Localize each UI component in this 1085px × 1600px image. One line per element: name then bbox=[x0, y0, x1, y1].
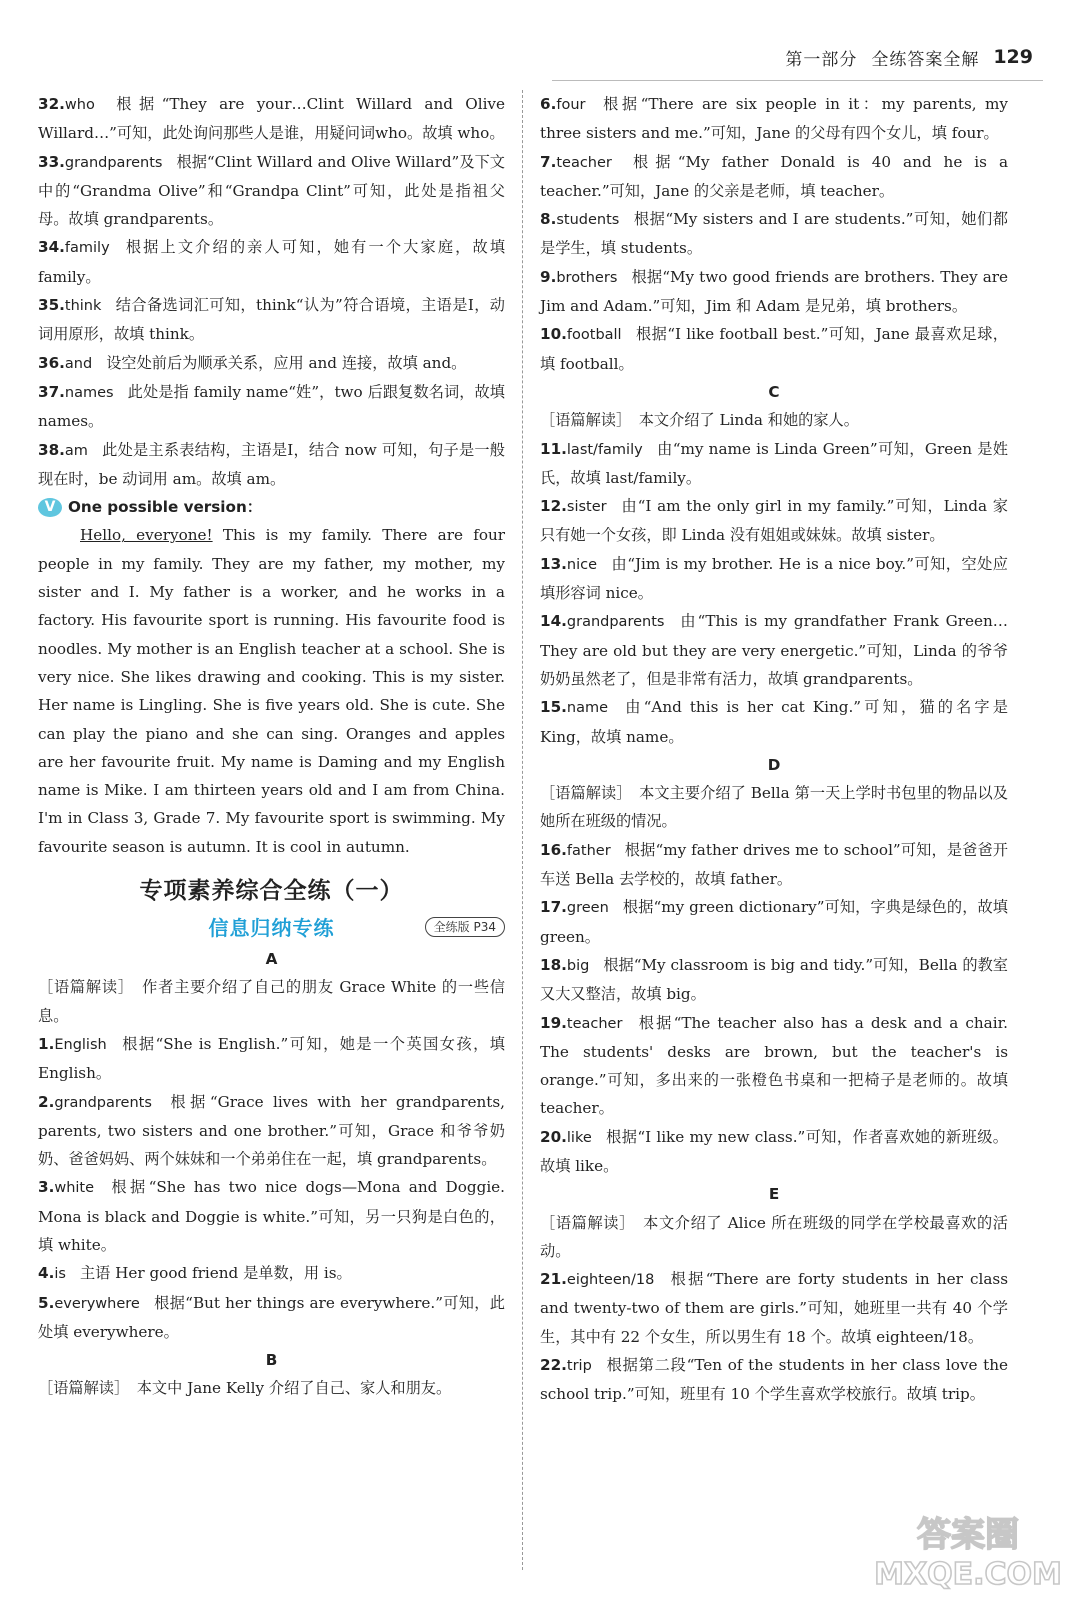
answer-word: football bbox=[566, 327, 622, 344]
answer-explanation: 由“I am the only girl in my family.”可知，Linda 家只有她一个女孩，即 Linda 没有姐姐或妹妹。故填 sister。 bbox=[540, 497, 1008, 545]
page-header bbox=[785, 40, 1033, 74]
model-essay-label-text: One possible version： bbox=[68, 498, 262, 517]
answer-word: last/family bbox=[566, 441, 643, 458]
page-reference-badge: 全练版 P34 bbox=[425, 917, 505, 937]
section-letter-e: E bbox=[768, 1185, 780, 1204]
answer-item bbox=[38, 436, 505, 494]
answer-item bbox=[38, 1173, 505, 1259]
answer-list-a bbox=[38, 1030, 505, 1346]
page-number: 129 bbox=[993, 46, 1033, 68]
answer-number: 14. bbox=[540, 612, 567, 631]
answer-number: 5. bbox=[38, 1293, 55, 1312]
answer-word: eighteen/18 bbox=[566, 1272, 655, 1289]
answer-word: white bbox=[54, 1180, 95, 1197]
answer-number: 35. bbox=[38, 296, 65, 315]
site-watermark bbox=[873, 1504, 1063, 1592]
answer-item bbox=[540, 550, 1008, 608]
answer-list-b bbox=[540, 90, 1008, 378]
answer-number: 19. bbox=[540, 1013, 567, 1032]
answer-item bbox=[38, 378, 505, 436]
answer-item bbox=[540, 492, 1008, 550]
answer-number: 33. bbox=[38, 152, 65, 171]
passage-intro-e: ［语篇解读］ 本文介绍了 Alice 所在班级的同学在学校最喜欢的活动。 bbox=[540, 1213, 1008, 1260]
answer-word: is bbox=[54, 1266, 66, 1283]
answer-item bbox=[540, 693, 1008, 751]
answer-word: four bbox=[556, 97, 586, 113]
answer-word: father bbox=[566, 842, 611, 859]
passage-intro-a: ［语篇解读］ 作者主要介绍了自己的朋友 Grace White 的一些信息。 bbox=[38, 978, 505, 1025]
answer-explanation: 根据“The teacher also has a desk and a chair. The students' desks are brown, but the teacher's is orange.”可知，多出来的一张橙色书桌和一把椅子是老师的。故填 teacher。 bbox=[540, 1013, 1008, 1118]
answer-item bbox=[540, 1351, 1008, 1409]
answer-explanation: 主语 Her good friend 是单数，用 is。 bbox=[79, 1264, 352, 1283]
answer-explanation: 根据“My sisters and I are students.”可知，她们都是学生，填 students。 bbox=[540, 210, 1008, 258]
answer-item bbox=[38, 148, 505, 234]
answer-word: who bbox=[64, 97, 95, 113]
answer-explanation: 根据“my green dictionary”可知，字典是绿色的，故填 green。 bbox=[540, 898, 1008, 946]
passage-intro-b: ［语篇解读］ 本文中 Jane Kelly 介绍了自己、家人和朋友。 bbox=[38, 1379, 452, 1398]
answer-item bbox=[540, 205, 1008, 263]
answer-item bbox=[38, 233, 505, 291]
answer-item bbox=[540, 951, 1008, 1009]
answer-item bbox=[540, 435, 1008, 493]
answer-explanation: 由“Jim is my brother. He is a nice boy.”可知，空处应填形容词 nice。 bbox=[540, 554, 1008, 603]
answer-number: 6. bbox=[540, 95, 557, 113]
version-v-icon: V bbox=[38, 498, 62, 517]
answer-number: 2. bbox=[38, 1092, 55, 1111]
column-divider bbox=[522, 90, 523, 1570]
special-section-title: 专项素养综合全练（一） bbox=[139, 878, 404, 905]
answer-explanation: 此处是指 family name“姓”，two 后跟复数名词，故填 names。 bbox=[38, 382, 505, 431]
answer-word: like bbox=[566, 1129, 592, 1146]
answer-number: 3. bbox=[38, 1178, 55, 1197]
answer-number: 37. bbox=[38, 382, 65, 401]
answer-explanation: 根据“my father drives me to school”可知，是爸爸开车送 Bella 去学校的，故填 father。 bbox=[540, 840, 1008, 889]
answer-item bbox=[540, 320, 1008, 378]
answer-item bbox=[540, 1009, 1008, 1123]
answer-number: 18. bbox=[540, 955, 567, 974]
answer-explanation: 根据“My two good friends are brothers. They are Jim and Adam.”可知，Jim 和 Adam 是兄弟，填 brothers。 bbox=[540, 267, 1008, 316]
answer-word: nice bbox=[566, 556, 598, 573]
answer-word: green bbox=[566, 900, 609, 917]
sub-section-header bbox=[38, 911, 505, 945]
answer-word: English bbox=[54, 1036, 107, 1053]
essay-greeting: Hello, everyone! bbox=[80, 526, 213, 545]
answer-explanation: 根据“I like my new class.”可知，作者喜欢她的新班级。故填 like。 bbox=[540, 1127, 1008, 1175]
answer-number: 36. bbox=[38, 353, 65, 372]
answer-word: sister bbox=[566, 499, 607, 516]
answer-word: am bbox=[64, 442, 88, 459]
answer-item bbox=[540, 148, 1008, 206]
model-essay-label bbox=[38, 493, 505, 521]
passage-intro-c: ［语篇解读］ 本文介绍了 Linda 和她的家人。 bbox=[540, 411, 859, 430]
answer-number: 38. bbox=[38, 440, 65, 459]
answer-explanation: 根据“Clint Willard and Olive Willard”及下文中的“Grandma Olive”和“Grandpa Clint”可知，此处是指祖父母。故填 grandparents。 bbox=[38, 152, 505, 229]
answer-item bbox=[540, 1123, 1008, 1181]
answer-number: 34. bbox=[38, 238, 65, 257]
answer-word: brothers bbox=[556, 269, 618, 286]
answer-item bbox=[38, 291, 505, 349]
answer-explanation: 根据“She has two nice dogs—Mona and Doggie. Mona is black and Doggie is white.”可知，另一只狗是白色的，填 white。 bbox=[38, 1178, 505, 1254]
answer-explanation: 根据“There are six people in it：my parents, my three sisters and me.”可知，Jane 的父母有四个女儿，填 four。 bbox=[540, 95, 1008, 143]
answer-item bbox=[38, 1030, 505, 1088]
answer-explanation: 根据“They are your…Clint Willard and Olive Willard…”可知，此处询问那些人是谁，用疑问词who。故填 who。 bbox=[38, 95, 505, 143]
answer-explanation: 结合备选词汇可知，think“认为”符合语境，主语是I，动词用原形，故填 think。 bbox=[38, 296, 505, 344]
answer-word: names bbox=[64, 384, 114, 401]
answer-explanation: 根据“But her things are everywhere.”可知，此处填 everywhere。 bbox=[38, 1293, 505, 1341]
answer-word: teacher bbox=[566, 1015, 623, 1032]
answer-item bbox=[38, 1259, 505, 1288]
watermark-mark: 答案圈 bbox=[917, 1515, 1019, 1555]
answer-explanation: 由“my name is Linda Green”可知，Green 是姓氏，故填 last/family。 bbox=[540, 439, 1008, 487]
answer-explanation: 根据上文介绍的亲人可知，她有一个大家庭，故填 family。 bbox=[38, 238, 505, 286]
answer-number: 15. bbox=[540, 698, 567, 717]
answer-word: and bbox=[64, 355, 93, 372]
answer-explanation: 根据“There are forty students in her class and twenty-two of them are girls.”可知，她班里一共有 40 个学生，其中有 22 个女生，所以男生有 18 个。故填 eighteen/18。 bbox=[540, 1270, 1008, 1346]
answer-number: 16. bbox=[540, 840, 567, 859]
answer-word: grandparents bbox=[64, 154, 163, 171]
answer-number: 21. bbox=[540, 1270, 567, 1289]
model-essay bbox=[38, 521, 505, 861]
answer-explanation: 此处是主系表结构，主语是I，结合 now 可知，句子是一般现在时，be 动词用 am。故填 am。 bbox=[38, 440, 505, 488]
section-letter-a: A bbox=[265, 950, 278, 969]
essay-body: This is my family. There are four people in my family. They are my father, my mother, my sister and I. My father is a worker, and he works in a factory. His favourite sport is running. His favourite food is noodles. My mother is an English teacher at a school. She is very nice. She likes drawing and cooking. This is my sister. Her name is Lingling. She is five years old. She is cute. She can play the piano and she can sing. Oranges and apples are her favourite fruit. My name is Daming and my English name is Mike. I am thirteen years old and I am from China. I'm in Class 3, Grade 7. My favourite sport is swimming. My favourite season is autumn. It is cool in autumn. bbox=[38, 526, 506, 856]
answer-explanation: 根据“Grace lives with her grandparents, parents, two sisters and one brother.”可知，Grace 和爷爷奶奶、爸爸妈妈、两个妹妹和一个弟弟住在一起，填 grandparents。 bbox=[38, 1092, 505, 1169]
answer-number: 32. bbox=[38, 95, 65, 113]
answer-list-c bbox=[540, 435, 1008, 751]
left-column bbox=[38, 90, 505, 1403]
answer-number: 9. bbox=[540, 267, 557, 286]
answer-item bbox=[38, 349, 505, 378]
answer-word: think bbox=[64, 298, 102, 315]
answer-number: 17. bbox=[540, 898, 567, 917]
sub-section-title: 信息归纳专练 bbox=[208, 915, 335, 940]
passage-intro-d: ［语篇解读］ 本文主要介绍了 Bella 第一天上学时书包里的物品以及她所在班级的情况。 bbox=[540, 784, 1008, 831]
answer-number: 10. bbox=[540, 325, 567, 344]
answer-explanation: 根据“She is English.”可知，她是一个英国女孩，填 English。 bbox=[38, 1034, 505, 1083]
answer-number: 22. bbox=[540, 1356, 567, 1375]
answer-word: trip bbox=[566, 1358, 592, 1375]
answer-explanation: 根据“My father Donald is 40 and he is a teacher.”可知，Jane 的父亲是老师，填 teacher。 bbox=[540, 152, 1008, 200]
right-column bbox=[540, 90, 1008, 1409]
answer-word: name bbox=[566, 700, 609, 717]
answer-item bbox=[38, 1088, 505, 1174]
answer-number: 4. bbox=[38, 1264, 55, 1283]
answer-explanation: 根据“I like football best.”可知，Jane 最喜欢足球，填 football。 bbox=[540, 325, 1008, 373]
answer-number: 11. bbox=[540, 439, 567, 458]
answer-word: family bbox=[64, 240, 110, 257]
answer-number: 12. bbox=[540, 497, 567, 516]
answer-item bbox=[540, 893, 1008, 951]
answer-explanation: 设空处前后为顺承关系，应用 and 连接，故填 and。 bbox=[106, 353, 467, 372]
answer-number: 20. bbox=[540, 1127, 567, 1146]
section-letter-c: C bbox=[768, 382, 780, 401]
section-letter-b: B bbox=[265, 1351, 278, 1370]
answer-number: 13. bbox=[540, 554, 567, 573]
answer-number: 1. bbox=[38, 1034, 55, 1053]
header-rule bbox=[552, 80, 1043, 81]
section-letter-d: D bbox=[767, 755, 781, 774]
answer-number: 8. bbox=[540, 210, 557, 229]
answer-word: students bbox=[556, 212, 620, 229]
answer-list-32-38 bbox=[38, 90, 505, 493]
answer-explanation: 根据第二段“Ten of the students in her class love the school trip.”可知，班里有 10 个学生喜欢学校旅行。故填 trip。 bbox=[540, 1356, 1008, 1404]
answer-word: everywhere bbox=[54, 1295, 140, 1312]
answer-explanation: 由“This is my grandfather Frank Green…They are old but they are very energetic.”可知，Linda 的爷爷奶奶虽然老了，但是非常有活力，故填 grandparents。 bbox=[540, 612, 1008, 688]
answer-item bbox=[540, 90, 1008, 148]
answer-word: grandparents bbox=[54, 1094, 152, 1111]
answer-item bbox=[540, 607, 1008, 693]
answer-explanation: 根据“My classroom is big and tidy.”可知，Bella 的教室又大又整洁，故填 big。 bbox=[540, 955, 1008, 1004]
answer-item bbox=[540, 1265, 1008, 1351]
answer-word: grandparents bbox=[566, 614, 665, 631]
answer-word: teacher bbox=[556, 154, 612, 171]
answer-item bbox=[540, 836, 1008, 894]
answer-item bbox=[38, 90, 505, 148]
header-section: 第一部分 bbox=[785, 49, 858, 70]
watermark-text: MXQE.COM bbox=[874, 1557, 1062, 1592]
answer-word: big bbox=[566, 957, 590, 974]
answer-list-d bbox=[540, 836, 1008, 1181]
answer-item bbox=[38, 1289, 505, 1347]
answer-explanation: 由“And this is her cat King.”可知，猫的名字是 King，故填 name。 bbox=[540, 698, 1008, 746]
answer-item bbox=[540, 263, 1008, 321]
answer-number: 7. bbox=[540, 152, 557, 171]
header-title: 全练答案全解 bbox=[871, 49, 980, 70]
answer-list-e bbox=[540, 1265, 1008, 1408]
